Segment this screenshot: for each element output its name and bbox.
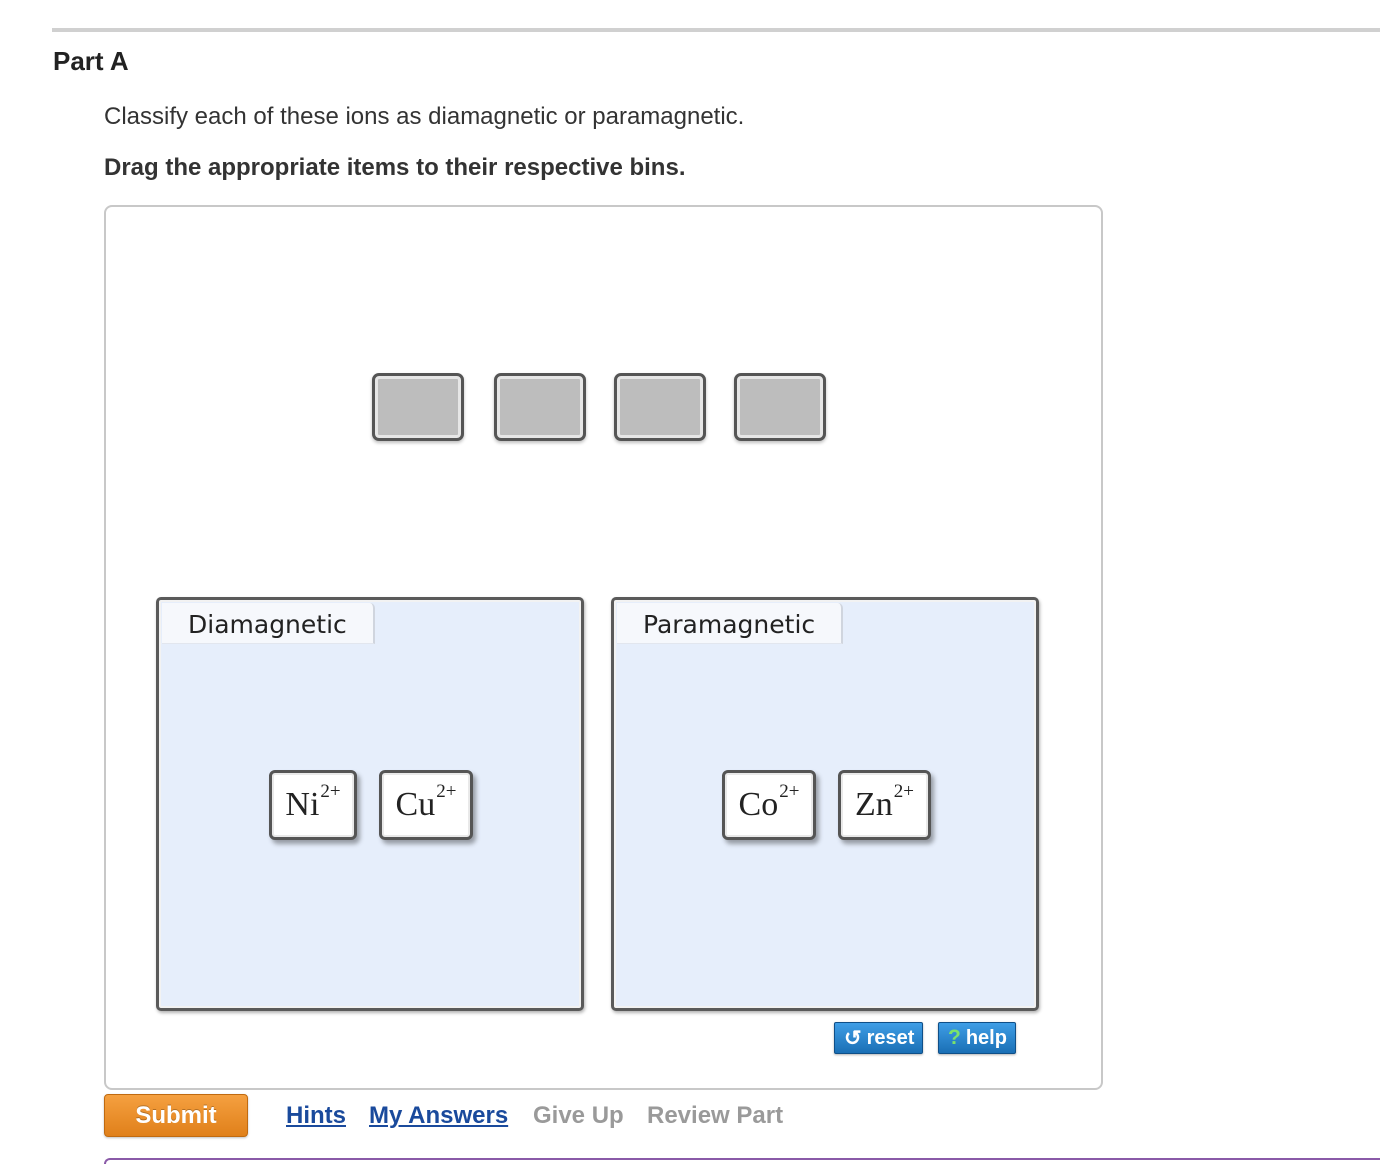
bin-label-diamagnetic: Diamagnetic: [162, 603, 375, 644]
ion-charge: 2+: [779, 781, 800, 802]
top-divider: [52, 28, 1380, 32]
empty-item-slot[interactable]: [734, 373, 826, 441]
ion-item-ni[interactable]: [269, 770, 357, 840]
bin-paramagnetic[interactable]: [611, 597, 1039, 1011]
ion-charge: 2+: [436, 781, 457, 802]
drag-drop-activity: [104, 205, 1103, 1090]
ion-symbol: Ni: [285, 786, 320, 823]
ion-symbol: Co: [738, 786, 779, 823]
my-answers-link[interactable]: My Answers: [369, 1102, 509, 1129]
reset-button[interactable]: [834, 1022, 923, 1054]
ion-item-cu[interactable]: [379, 770, 473, 840]
next-section-border: [104, 1158, 1380, 1164]
drag-instruction: Drag the appropriate items to their respective bins.: [104, 154, 686, 181]
empty-item-slot[interactable]: [494, 373, 586, 441]
give-up-link: Give Up: [533, 1102, 624, 1129]
question-icon: ?: [948, 1026, 961, 1049]
undo-icon: ↺: [844, 1026, 862, 1050]
ion-item-zn[interactable]: [838, 770, 931, 840]
question-instruction: Classify each of these ions as diamagnetic or paramagnetic.: [104, 103, 745, 130]
ion-symbol: Cu: [395, 786, 436, 823]
ion-symbol: Zn: [855, 786, 893, 823]
hints-link[interactable]: Hints: [286, 1102, 346, 1129]
help-button[interactable]: [938, 1022, 1016, 1054]
review-part-link: Review Part: [647, 1102, 784, 1129]
bin-diamagnetic[interactable]: [156, 597, 584, 1011]
ion-item-co[interactable]: [722, 770, 816, 840]
ion-charge: 2+: [893, 781, 914, 802]
ion-charge: 2+: [320, 781, 341, 802]
help-label: help: [965, 1026, 1007, 1049]
part-title: Part A: [53, 46, 129, 76]
bin-label-paramagnetic: Paramagnetic: [617, 603, 843, 644]
empty-item-slot[interactable]: [614, 373, 706, 441]
reset-label: reset: [866, 1026, 915, 1049]
empty-item-slot[interactable]: [372, 373, 464, 441]
submit-button[interactable]: Submit: [104, 1094, 248, 1137]
